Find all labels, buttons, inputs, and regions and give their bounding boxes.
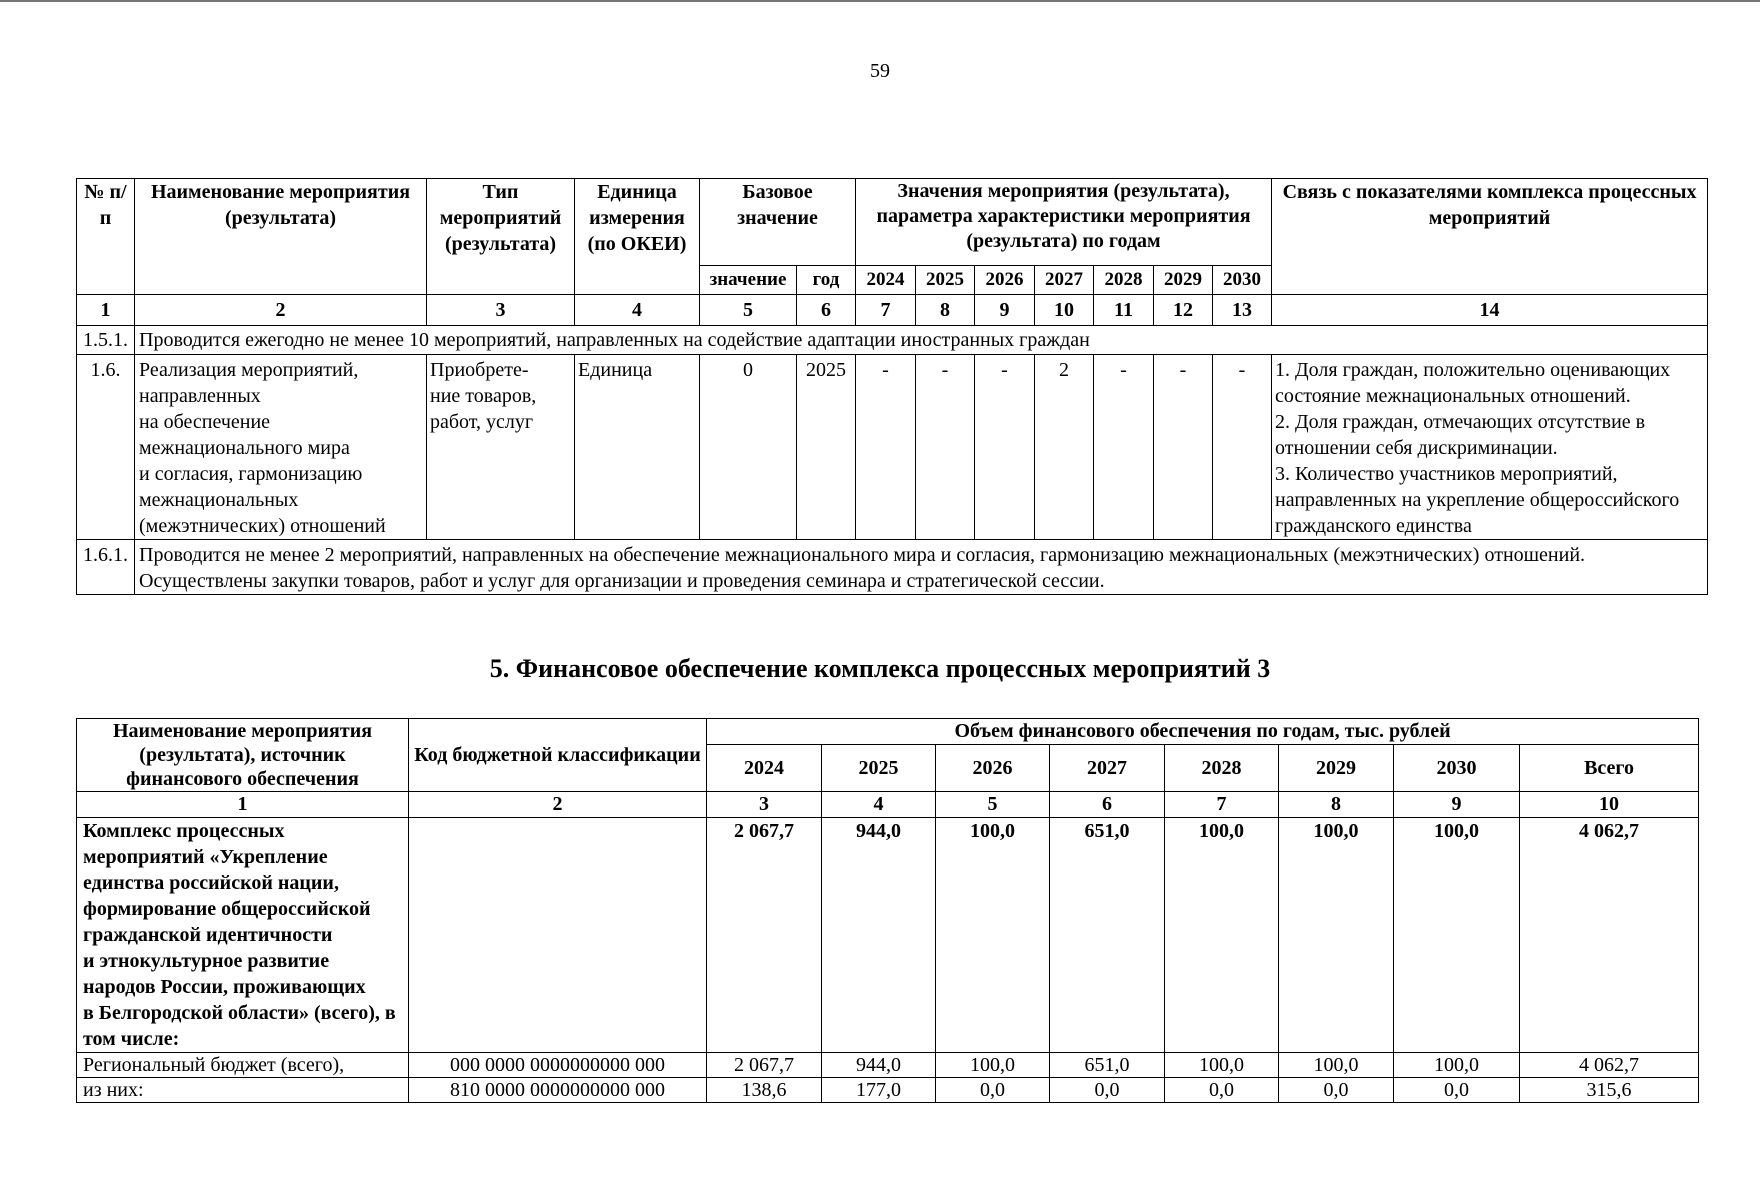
table-row-complex xyxy=(77,818,1699,1053)
amount: 100,0 xyxy=(1279,818,1394,1053)
column-number: 7 xyxy=(856,295,916,326)
amount: 651,0 xyxy=(1050,1053,1165,1078)
column-number: 1 xyxy=(77,792,409,818)
header-year: 2026 xyxy=(975,266,1035,295)
column-number: 8 xyxy=(1279,792,1394,818)
row-description: Проводится ежегодно не менее 10 мероприятий, направленных на содействие адаптации иностранных граждан xyxy=(135,326,1708,355)
year-value: - xyxy=(975,355,1035,540)
amount: 0,0 xyxy=(936,1078,1050,1103)
column-number: 5 xyxy=(700,295,797,326)
header-year: 2024 xyxy=(707,745,822,792)
amount: 100,0 xyxy=(1165,1053,1279,1078)
row-description: Проводится не менее 2 мероприятий, направленных на обеспечение межнационального мира и согласия, гармонизацию межнациональных (межэтнических) отношений. Осуществлены закупки товаров, работ и услуг для организации и проведения семинара и стратегической сессии. xyxy=(135,540,1708,595)
column-number: 1 xyxy=(77,295,135,326)
year-value: - xyxy=(1094,355,1154,540)
results-table xyxy=(76,178,1708,595)
header-budget-code: Код бюджетной классификации xyxy=(409,719,707,792)
column-number: 2 xyxy=(409,792,707,818)
year-value: - xyxy=(1213,355,1272,540)
top-border-line xyxy=(0,0,1760,2)
column-number: 3 xyxy=(707,792,822,818)
complex-name: Комплекс процессных мероприятий «Укрепление единства российской нации, формирование общероссийской гражданской идентичности и этнокультурное развитие народов России, проживающих в Белгородской области» (всего), в том числе: xyxy=(77,818,409,1053)
column-number: 11 xyxy=(1094,295,1154,326)
activity-name: Реализация мероприятий, направленных на обеспечение межнационального мира и согласия, гармонизацию межнациональных (межэтнических) отношений xyxy=(135,355,427,540)
amount: 100,0 xyxy=(1394,818,1520,1053)
amount: 0,0 xyxy=(1050,1078,1165,1103)
header-year: 2030 xyxy=(1213,266,1272,295)
indicator-links: 1. Доля граждан, положительно оценивающих состояние межнациональных отношений. 2. Доля граждан, отмечающих отсутствие в отношении себя дискриминации. 3. Количество участников мероприятий, направленных на укрепление общероссийского гражданского единства xyxy=(1272,355,1708,540)
amount-total: 4 062,7 xyxy=(1520,818,1699,1053)
header-year: 2029 xyxy=(1154,266,1213,295)
header-year: 2026 xyxy=(936,745,1050,792)
column-number: 12 xyxy=(1154,295,1213,326)
financing-table xyxy=(76,718,1699,1103)
header-year: 2028 xyxy=(1165,745,1279,792)
section-heading: 5. Финансовое обеспечение комплекса процессных мероприятий 3 xyxy=(489,654,1271,683)
year-value: 2 xyxy=(1035,355,1094,540)
header-year: 2027 xyxy=(1050,745,1165,792)
column-number: 8 xyxy=(916,295,975,326)
header-fin-name: Наименование мероприятия (результата), источник финансового обеспечения xyxy=(77,719,409,792)
amount: 0,0 xyxy=(1165,1078,1279,1103)
amount: 0,0 xyxy=(1279,1078,1394,1103)
header-year: 2024 xyxy=(856,266,916,295)
row-number: 1.6. xyxy=(77,355,135,540)
amount: 138,6 xyxy=(707,1078,822,1103)
header-year: 2028 xyxy=(1094,266,1154,295)
column-number: 2 xyxy=(135,295,427,326)
table-row-1-6 xyxy=(77,355,1708,540)
column-number: 9 xyxy=(975,295,1035,326)
header-year: 2027 xyxy=(1035,266,1094,295)
amount: 2 067,7 xyxy=(707,818,822,1053)
budget-code: 810 0000 0000000000 000 xyxy=(409,1078,707,1103)
column-number: 10 xyxy=(1035,295,1094,326)
column-number: 14 xyxy=(1272,295,1708,326)
amount-total: 315,6 xyxy=(1520,1078,1699,1103)
amount: 100,0 xyxy=(1279,1053,1394,1078)
table-row-1-6-1 xyxy=(77,540,1708,595)
column-number: 13 xyxy=(1213,295,1272,326)
amount: 100,0 xyxy=(1394,1053,1520,1078)
column-number: 10 xyxy=(1520,792,1699,818)
header-base: Базовое значение xyxy=(700,179,856,266)
header-unit: Единица измерения (по ОКЕИ) xyxy=(575,179,700,295)
amount: 100,0 xyxy=(1165,818,1279,1053)
header-base-value: значение xyxy=(700,266,797,295)
column-number: 3 xyxy=(427,295,575,326)
amount: 944,0 xyxy=(822,818,936,1053)
table-row-regional-budget xyxy=(77,1053,1699,1078)
header-link: Связь с показателями комплекса процессных мероприятий xyxy=(1272,179,1708,295)
header-year: 2025 xyxy=(916,266,975,295)
row-number: 1.6.1. xyxy=(77,540,135,595)
header-year: 2025 xyxy=(822,745,936,792)
amount: 944,0 xyxy=(822,1053,936,1078)
amount-total: 4 062,7 xyxy=(1520,1053,1699,1078)
amount: 100,0 xyxy=(936,818,1050,1053)
amount: 0,0 xyxy=(1394,1078,1520,1103)
amount: 2 067,7 xyxy=(707,1053,822,1078)
column-numbers-row xyxy=(77,792,1699,818)
column-number: 6 xyxy=(797,295,856,326)
table-row-1-5-1 xyxy=(77,326,1708,355)
activity-unit: Единица xyxy=(575,355,700,540)
base-year: 2025 xyxy=(797,355,856,540)
header-num: № п/п xyxy=(77,179,135,295)
header-values: Значения мероприятия (результата), параметра характеристики мероприятия (результата) по годам xyxy=(856,179,1272,266)
page-number: 59 xyxy=(870,60,890,82)
base-value: 0 xyxy=(700,355,797,540)
column-number: 5 xyxy=(936,792,1050,818)
budget-code xyxy=(409,818,707,1053)
header-base-year: год xyxy=(797,266,856,295)
amount: 177,0 xyxy=(822,1078,936,1103)
source-name: Региональный бюджет (всего), xyxy=(77,1053,409,1078)
header-year: 2030 xyxy=(1394,745,1520,792)
column-number: 6 xyxy=(1050,792,1165,818)
budget-code: 000 0000 0000000000 000 xyxy=(409,1053,707,1078)
header-volume: Объем финансового обеспечения по годам, тыс. рублей xyxy=(707,719,1699,745)
year-value: - xyxy=(916,355,975,540)
column-number: 4 xyxy=(822,792,936,818)
column-number: 9 xyxy=(1394,792,1520,818)
header-type: Тип мероприятий (результата) xyxy=(427,179,575,295)
year-value: - xyxy=(856,355,916,540)
header-name: Наименование мероприятия (результата) xyxy=(135,179,427,295)
column-number: 7 xyxy=(1165,792,1279,818)
activity-type: Приобрете- ние товаров, работ, услуг xyxy=(427,355,575,540)
column-numbers-row xyxy=(77,295,1708,326)
header-total: Всего xyxy=(1520,745,1699,792)
header-year: 2029 xyxy=(1279,745,1394,792)
amount: 100,0 xyxy=(936,1053,1050,1078)
year-value: - xyxy=(1154,355,1213,540)
column-number: 4 xyxy=(575,295,700,326)
row-number: 1.5.1. xyxy=(77,326,135,355)
table-row-of-which xyxy=(77,1078,1699,1103)
amount: 651,0 xyxy=(1050,818,1165,1053)
source-name: из них: xyxy=(77,1078,409,1103)
